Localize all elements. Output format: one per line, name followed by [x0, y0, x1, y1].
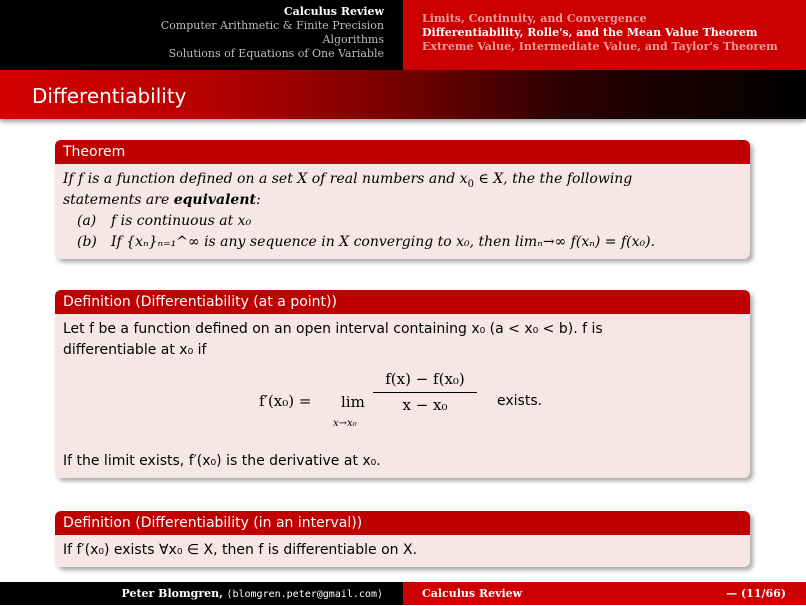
- definition-point-line2: differentiable at x₀ if: [63, 342, 207, 358]
- footer: [0, 582, 806, 605]
- footer-short-title[interactable]: Calculus Review: [422, 587, 523, 600]
- section-link-computer-arithmetic[interactable]: Computer Arithmetic & Finite Precision: [160, 19, 384, 32]
- theorem-intro-text: If f is a function defined on a set X of real numbers and x: [63, 171, 468, 187]
- theorem-item-text: If {xₙ}ₙ₌₁^∞ is any sequence in X converging to x₀, then limₙ→∞ f(xₙ) = f(x₀).: [111, 234, 656, 250]
- definition-point-block: [55, 290, 750, 478]
- section-link-algorithms[interactable]: Algorithms: [322, 33, 384, 46]
- theorem-item-label: (a): [77, 213, 97, 229]
- header: [0, 0, 806, 70]
- theorem-statement-line1: [63, 169, 742, 190]
- footer-right: [403, 582, 806, 605]
- subsection-link-extreme-value[interactable]: Extreme Value, Intermediate Value, and Taylor's Theorem: [422, 40, 778, 53]
- theorem-intro-text-3: statements are: [63, 192, 174, 208]
- subsection-link-limits[interactable]: Limits, Continuity, and Convergence: [422, 12, 647, 25]
- theorem-item-label: (b): [77, 234, 97, 250]
- subsection-nav: [403, 0, 806, 70]
- slide-title-bar: [0, 70, 806, 119]
- footer-author-name: Peter Blomgren,: [121, 587, 223, 600]
- theorem-statement-line2: [63, 190, 742, 211]
- definition-interval-title: Definition (Differentiability (in an interval)): [55, 511, 750, 535]
- slide-title: Differentiability: [32, 84, 187, 108]
- theorem-intro-subscript: 0: [467, 178, 474, 190]
- theorem-body: [55, 164, 750, 259]
- section-nav: [0, 0, 403, 70]
- theorem-item-a: [63, 211, 742, 232]
- theorem-equivalent-word: equivalent: [173, 192, 256, 208]
- section-link-calculus-review[interactable]: Calculus Review: [283, 5, 384, 18]
- formula-fraction: [373, 369, 477, 416]
- theorem-item-text: f is continuous at x₀: [111, 213, 252, 229]
- definition-point-title: Definition (Differentiability (at a point)): [55, 290, 750, 314]
- theorem-item-b: [63, 232, 742, 253]
- definition-point-body: [55, 314, 750, 478]
- footer-author: [0, 582, 403, 605]
- definition-point-closing: If the limit exists, f′(x₀) is the derivative at x₀.: [63, 453, 381, 469]
- definition-point-line1: Let f be a function defined on an open interval containing x₀ (a < x₀ < b). f is: [63, 321, 603, 337]
- theorem-intro-colon: :: [255, 192, 261, 208]
- definition-interval-block: [55, 511, 750, 567]
- subsection-link-differentiability[interactable]: Differentiability, Rolle's, and the Mean Value Theorem: [422, 26, 758, 39]
- formula-lim-subscript: x→x₀: [333, 418, 357, 429]
- derivative-formula: [63, 361, 742, 451]
- footer-email[interactable]: ⟨blomgren.peter@gmail.com⟩: [226, 589, 383, 600]
- formula-lim: lim: [341, 393, 365, 411]
- section-link-solutions-of-equations[interactable]: Solutions of Equations of One Variable: [168, 47, 384, 60]
- formula-lhs: f′(x₀) =: [259, 392, 312, 410]
- formula-numerator: f(x) − f(x₀): [373, 369, 477, 393]
- formula-denominator: x − x₀: [402, 396, 448, 414]
- theorem-title: Theorem: [55, 140, 750, 164]
- theorem-intro-text-2: ∈ X, the the following: [473, 171, 633, 187]
- formula-exists: exists.: [497, 393, 543, 409]
- definition-interval-body: If f′(x₀) exists ∀x₀ ∈ X, then f is differentiable on X.: [63, 542, 418, 558]
- theorem-block: [55, 140, 750, 259]
- footer-page-number: — (11/66): [726, 587, 786, 600]
